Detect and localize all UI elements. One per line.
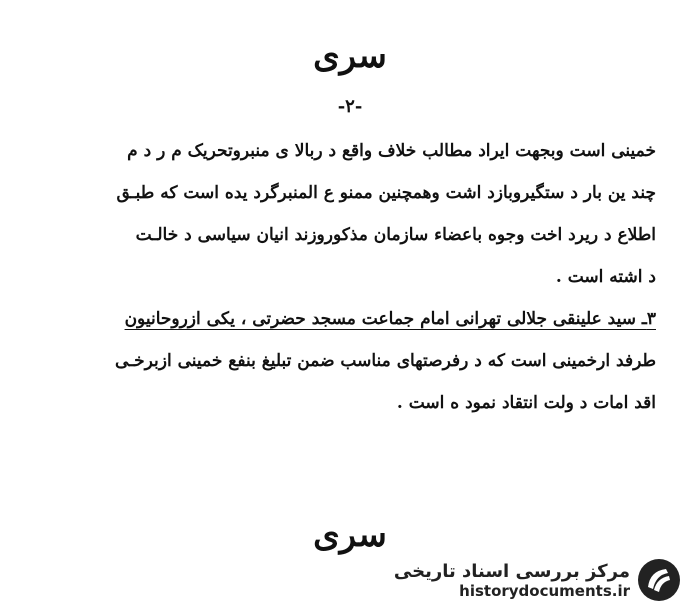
body-line: چند ین بار د ستگیروبازد اشت وهمچنین ممنو ع المنبرگرد یده است که طبـق (116, 183, 656, 203)
classification-footer: سری (313, 515, 387, 555)
body-line: اطلاع د ریرد اخت وجوه باعضاء سازمان مذکوروزند انیان سیاسی د خالـت (135, 225, 656, 245)
body-line: خمینی است وبجهت ایراد مطالب خلاف واقع د ربالا ی منبروتحریک م ر د م (127, 141, 656, 161)
item-3-line: ۳ـ سید علینقی جلالی تهرانی امام جماعت مسجد حضرتی ، یکی ازروحانیون (124, 309, 656, 329)
page-number: -۲- (337, 96, 363, 117)
watermark-text (394, 561, 630, 600)
document-body (44, 130, 656, 424)
watermark-url: historydocuments.ir (459, 581, 630, 600)
body-line: د اشته است . (555, 267, 656, 287)
watermark-title: مرکز بررسی اسناد تاریخی (393, 560, 630, 582)
classification-header: سری (313, 36, 387, 76)
watermark (390, 555, 686, 605)
item-3-line: اقد امات د ولت انتقاد نمود ه است . (396, 393, 656, 413)
archive-logo-icon (636, 557, 682, 603)
item-3-line: طرفد ارخمینی است که د رفرصتهای مناسب ضمن تبلیغ بنفع خمینی ازبرخـی (114, 351, 656, 371)
